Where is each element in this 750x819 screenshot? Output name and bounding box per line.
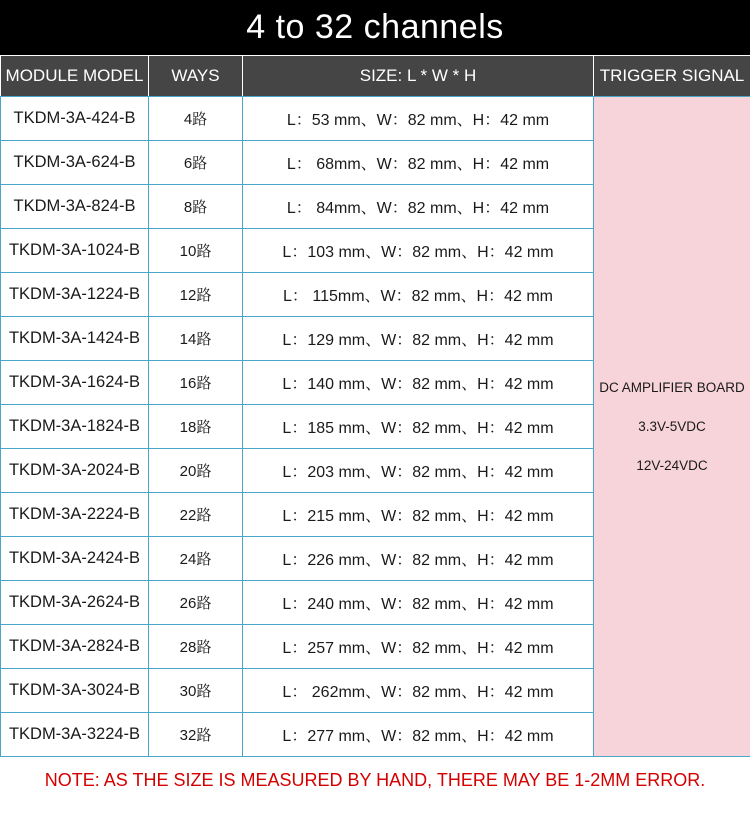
size-cell: L：203 mm、W：82 mm、H：42 mm: [243, 449, 594, 493]
model-cell: TKDM-3A-2624-B: [1, 581, 149, 625]
ways-cell: 30路: [149, 669, 243, 713]
trigger-signal-line: 12V-24VDC: [636, 458, 708, 473]
model-cell: TKDM-3A-824-B: [1, 185, 149, 229]
trigger-signal-line: 3.3V-5VDC: [638, 419, 706, 434]
page-title: 4 to 32 channels: [0, 0, 750, 55]
spec-table: [0, 56, 750, 757]
model-cell: TKDM-3A-3224-B: [1, 713, 149, 757]
ways-cell: 20路: [149, 449, 243, 493]
table-header-row: [1, 56, 750, 97]
size-cell: L： 84mm、W：82 mm、H：42 mm: [243, 185, 594, 229]
ways-cell: 28路: [149, 625, 243, 669]
ways-cell: 18路: [149, 405, 243, 449]
table-body: [1, 97, 750, 757]
size-cell: L：140 mm、W：82 mm、H：42 mm: [243, 361, 594, 405]
size-cell: L：103 mm、W：82 mm、H：42 mm: [243, 229, 594, 273]
header-module-model: MODULE MODEL: [1, 56, 149, 97]
model-cell: TKDM-3A-1424-B: [1, 317, 149, 361]
table-row: [1, 97, 750, 141]
model-cell: TKDM-3A-2424-B: [1, 537, 149, 581]
size-cell: L：226 mm、W：82 mm、H：42 mm: [243, 537, 594, 581]
size-cell: L：185 mm、W：82 mm、H：42 mm: [243, 405, 594, 449]
model-cell: TKDM-3A-624-B: [1, 141, 149, 185]
model-cell: TKDM-3A-2824-B: [1, 625, 149, 669]
ways-cell: 32路: [149, 713, 243, 757]
header-size: SIZE: L * W * H: [243, 56, 594, 97]
ways-cell: 4路: [149, 97, 243, 141]
header-ways: WAYS: [149, 56, 243, 97]
ways-cell: 12路: [149, 273, 243, 317]
ways-cell: 26路: [149, 581, 243, 625]
ways-cell: 6路: [149, 141, 243, 185]
ways-cell: 22路: [149, 493, 243, 537]
size-cell: L： 68mm、W：82 mm、H：42 mm: [243, 141, 594, 185]
model-cell: TKDM-3A-2224-B: [1, 493, 149, 537]
model-cell: TKDM-3A-2024-B: [1, 449, 149, 493]
header-trigger-signal: TRIGGER SIGNAL: [594, 56, 750, 97]
measurement-note: NOTE: AS THE SIZE IS MEASURED BY HAND, THERE MAY BE 1-2MM ERROR.: [44, 770, 706, 790]
model-cell: TKDM-3A-1224-B: [1, 273, 149, 317]
ways-cell: 14路: [149, 317, 243, 361]
model-cell: TKDM-3A-3024-B: [1, 669, 149, 713]
size-cell: L： 262mm、W：82 mm、H：42 mm: [243, 669, 594, 713]
size-cell: L：129 mm、W：82 mm、H：42 mm: [243, 317, 594, 361]
trigger-signal-cell: [594, 97, 750, 757]
ways-cell: 24路: [149, 537, 243, 581]
size-cell: L：53 mm、W：82 mm、H：42 mm: [243, 97, 594, 141]
size-cell: L：277 mm、W：82 mm、H：42 mm: [243, 713, 594, 757]
trigger-signal-line: DC AMPLIFIER BOARD: [599, 380, 745, 395]
model-cell: TKDM-3A-1824-B: [1, 405, 149, 449]
model-cell: TKDM-3A-1624-B: [1, 361, 149, 405]
size-cell: L：257 mm、W：82 mm、H：42 mm: [243, 625, 594, 669]
ways-cell: 8路: [149, 185, 243, 229]
ways-cell: 16路: [149, 361, 243, 405]
size-cell: L： 115mm、W：82 mm、H：42 mm: [243, 273, 594, 317]
model-cell: TKDM-3A-1024-B: [1, 229, 149, 273]
size-cell: L：240 mm、W：82 mm、H：42 mm: [243, 581, 594, 625]
size-cell: L：215 mm、W：82 mm、H：42 mm: [243, 493, 594, 537]
ways-cell: 10路: [149, 229, 243, 273]
model-cell: TKDM-3A-424-B: [1, 97, 149, 141]
